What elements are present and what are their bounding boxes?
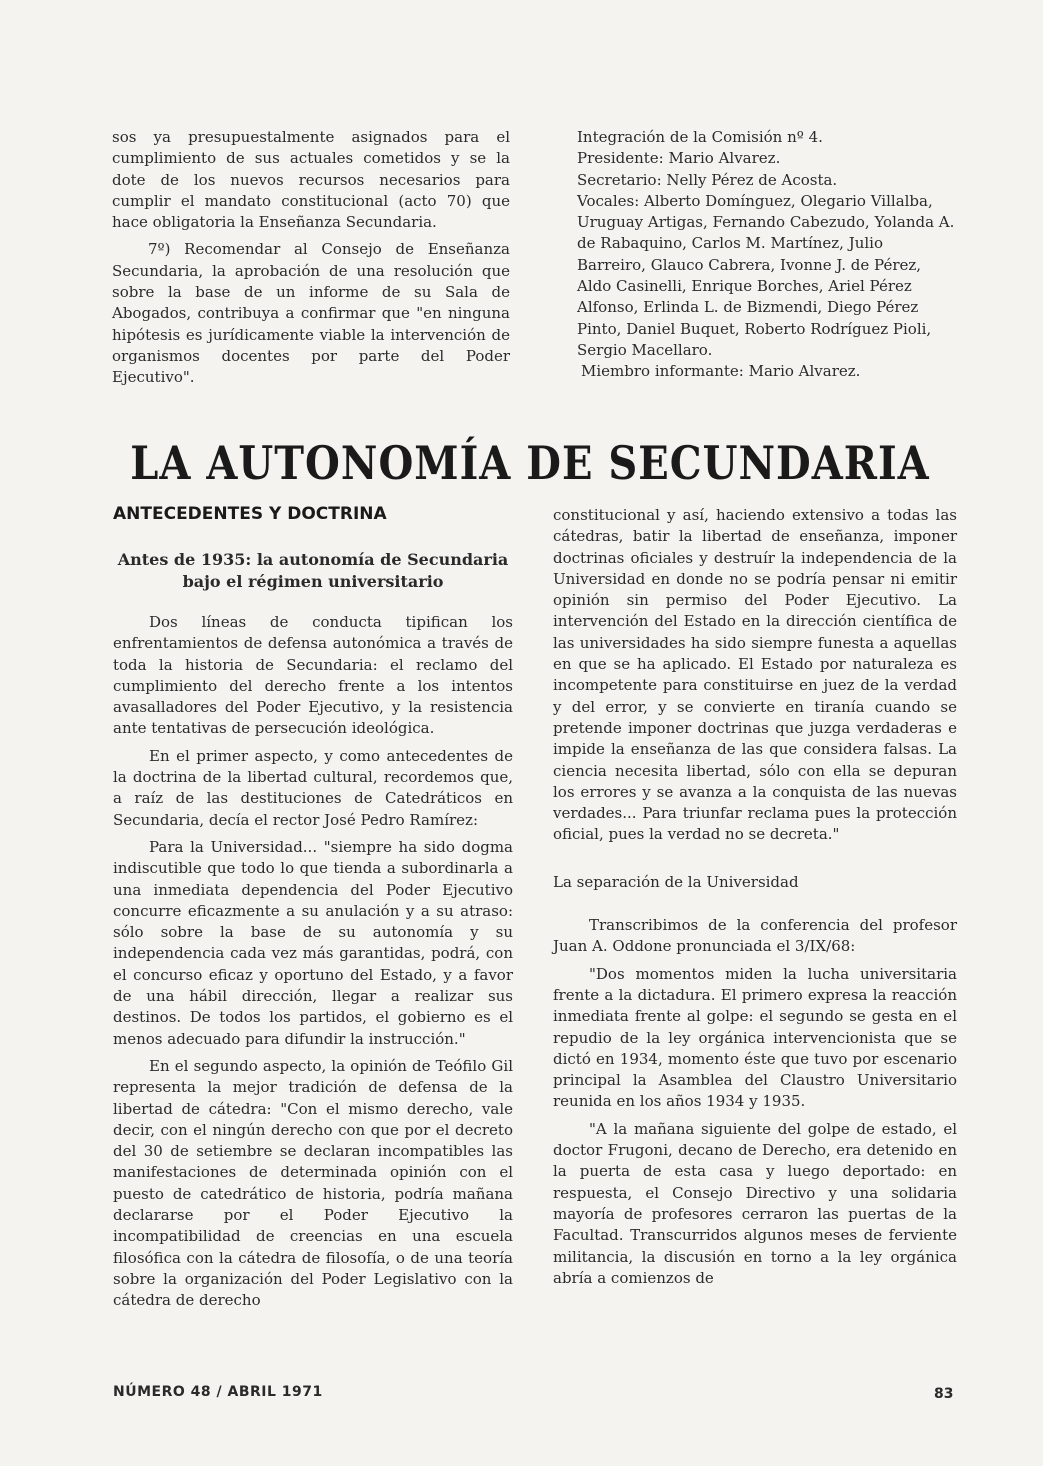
article-title: LA AUTONOMÍA DE SECUNDARIA [130, 436, 930, 491]
subsection-heading: Antes de 1935: la autonomía de Secundaria bajo el régimen universitario [117, 550, 509, 591]
paragraph: 7º) Recomendar al Consejo de Enseñanza Secundaria, la aprobación de una resolución que sobre la base de un informe de su Sala de Abogados, contribuya a confirmar que "en ninguna hipótesis es jurídicamente viable la intervención de organismos docentes por parte del Poder Ejecutivo". [112, 240, 510, 387]
subsection-heading: La separación de la Universidad [553, 872, 799, 891]
commission-list [577, 127, 955, 383]
issue-footer: NÚMERO 48 / ABRIL 1971 [113, 1384, 323, 1400]
paragraph: Transcribimos de la conferencia del profesor Juan A. Oddone pronunciada el 3/IX/68: [553, 916, 957, 956]
members-line: Vocales: Alberto Domínguez, Olegario Villalba, Uruguay Artigas, Fernando Cabezudo, Yolanda A. de Rabaquino, Carlos M. Martínez, Julio Barreiro, Glauco Cabrera, Ivonne J. de Pérez, Aldo Casinelli, Enrique Borches, Ariel Pérez Alfonso, Erlinda L. de Bizmendi, Diego Pérez Pinto, Daniel Buquet, Roberto Rodríguez Pioli, Sergio Macellaro. [577, 191, 955, 359]
bottom-right-column [553, 505, 957, 1295]
commission-title: Integración de la Comisión nº 4. [577, 128, 823, 146]
president-line: Presidente: Mario Alvarez. [577, 149, 781, 168]
paragraph: "A la mañana siguiente del golpe de estado, el doctor Frugoni, decano de Derecho, era detenido en la puerta de esta casa y luego deportado: en respuesta, el Consejo Directivo y una solidaria mayoría de profesores cerraron las puertas de la Facultad. Transcurridos algunos meses de ferviente militancia, la discusión en torno a la ley orgánica abría a comienzos de [553, 1119, 957, 1287]
page-number: 83 [934, 1386, 954, 1402]
paragraph: constitucional y así, haciendo extensivo a todas las cátedras, batir la libertad de enseñanza, imponer doctrinas oficiales y destruír la independencia de la Universidad en donde no se podría pensar ni emitir opinión sin permiso del Poder Ejecutivo. La intervención del Estado en la dirección científica de las universidades ha sido siempre funesta a aquellas en que se ha aplicado. El Estado por naturaleza es incompetente para constituirse en juez de la verdad y del error, y se convierte en tiranía cuando se pretende imponer doctrinas que juzga verdaderas e impide la enseñanza de las que considera falsas. La ciencia necesita libertad, sólo con ella se depuran los errores y se avanza a la conquista de las nuevas verdades... Para triunfar reclama pues la protección oficial, pues la verdad no se decreta." [553, 506, 957, 844]
secretary-line: Secretario: Nelly Pérez de Acosta. [577, 170, 838, 189]
top-left-column [112, 127, 510, 395]
paragraph: En el segundo aspecto, la opinión de Teófilo Gil representa la mejor tradición de defensa de la libertad de cátedra: "Con el mismo derecho, vale decir, con el ningún derecho con que por el decreto del 30 de setiembre se declaran incompatibles las manifestaciones de determinada opinión con el puesto de catedrático de historia, podría mañana declararse por el Poder Ejecutivo la incompatibilidad de creencias en una escuela filosófica con la cátedra de filosofía, o de una teoría sobre la organización del Poder Legislativo con la cátedra de derecho [113, 1056, 513, 1310]
reporter-line: Miembro informante: Mario Alvarez. [581, 362, 861, 381]
paragraph: "Dos momentos miden la lucha universitaria frente a la dictadura. El primero expresa la reacción inmediata frente al golpe: el segundo se gesta en el repudio de la ley orgánica intervencionista que se dictó en 1934, momento éste que tuvo por escenario principal la Asamblea del Claustro Universitario reunida en los años 1934 y 1935. [553, 964, 957, 1111]
paragraph: En el primer aspecto, y como antecedentes de la doctrina de la libertad cultural, recordemos que, a raíz de las destituciones de Catedráticos en Secundaria, decía el rector José Pedro Ramírez: [113, 746, 513, 829]
paragraph: Dos líneas de conducta tipifican los enfrentamientos de defensa autonómica a través de toda la historia de Secundaria: el reclamo del cumplimiento del derecho frente a los intentos avasalladores del Poder Ejecutivo, y la resistencia ante tentativas de persecución ideológica. [113, 613, 513, 738]
bottom-left-column [113, 612, 513, 1318]
section-heading: ANTECEDENTES Y DOCTRINA [113, 504, 387, 524]
paragraph: sos ya presupuestalmente asignados para el cumplimiento de sus actuales cometidos y se la dote de los nuevos recursos necesarios para cumplir el mandato constitucional (acto 70) que hace obligatoria la Enseñanza Secundaria. [112, 128, 510, 232]
quote-paragraph: Para la Universidad... "siempre ha sido dogma indiscutible que todo lo que tienda a subordinarla a una inmediata dependencia del Poder Ejecutivo concurre eficazmente a su anulación y a su atraso: sólo sobre la base de su autonomía y su independencia cada vez más garantidas, podrá, con el concurso eficaz y oportuno del Estado, y a favor de una hábil dirección, llegar a realizar sus destinos. De todos los partidos, el gobierno es el menos adecuado para difundir la instrucción." [113, 837, 513, 1048]
